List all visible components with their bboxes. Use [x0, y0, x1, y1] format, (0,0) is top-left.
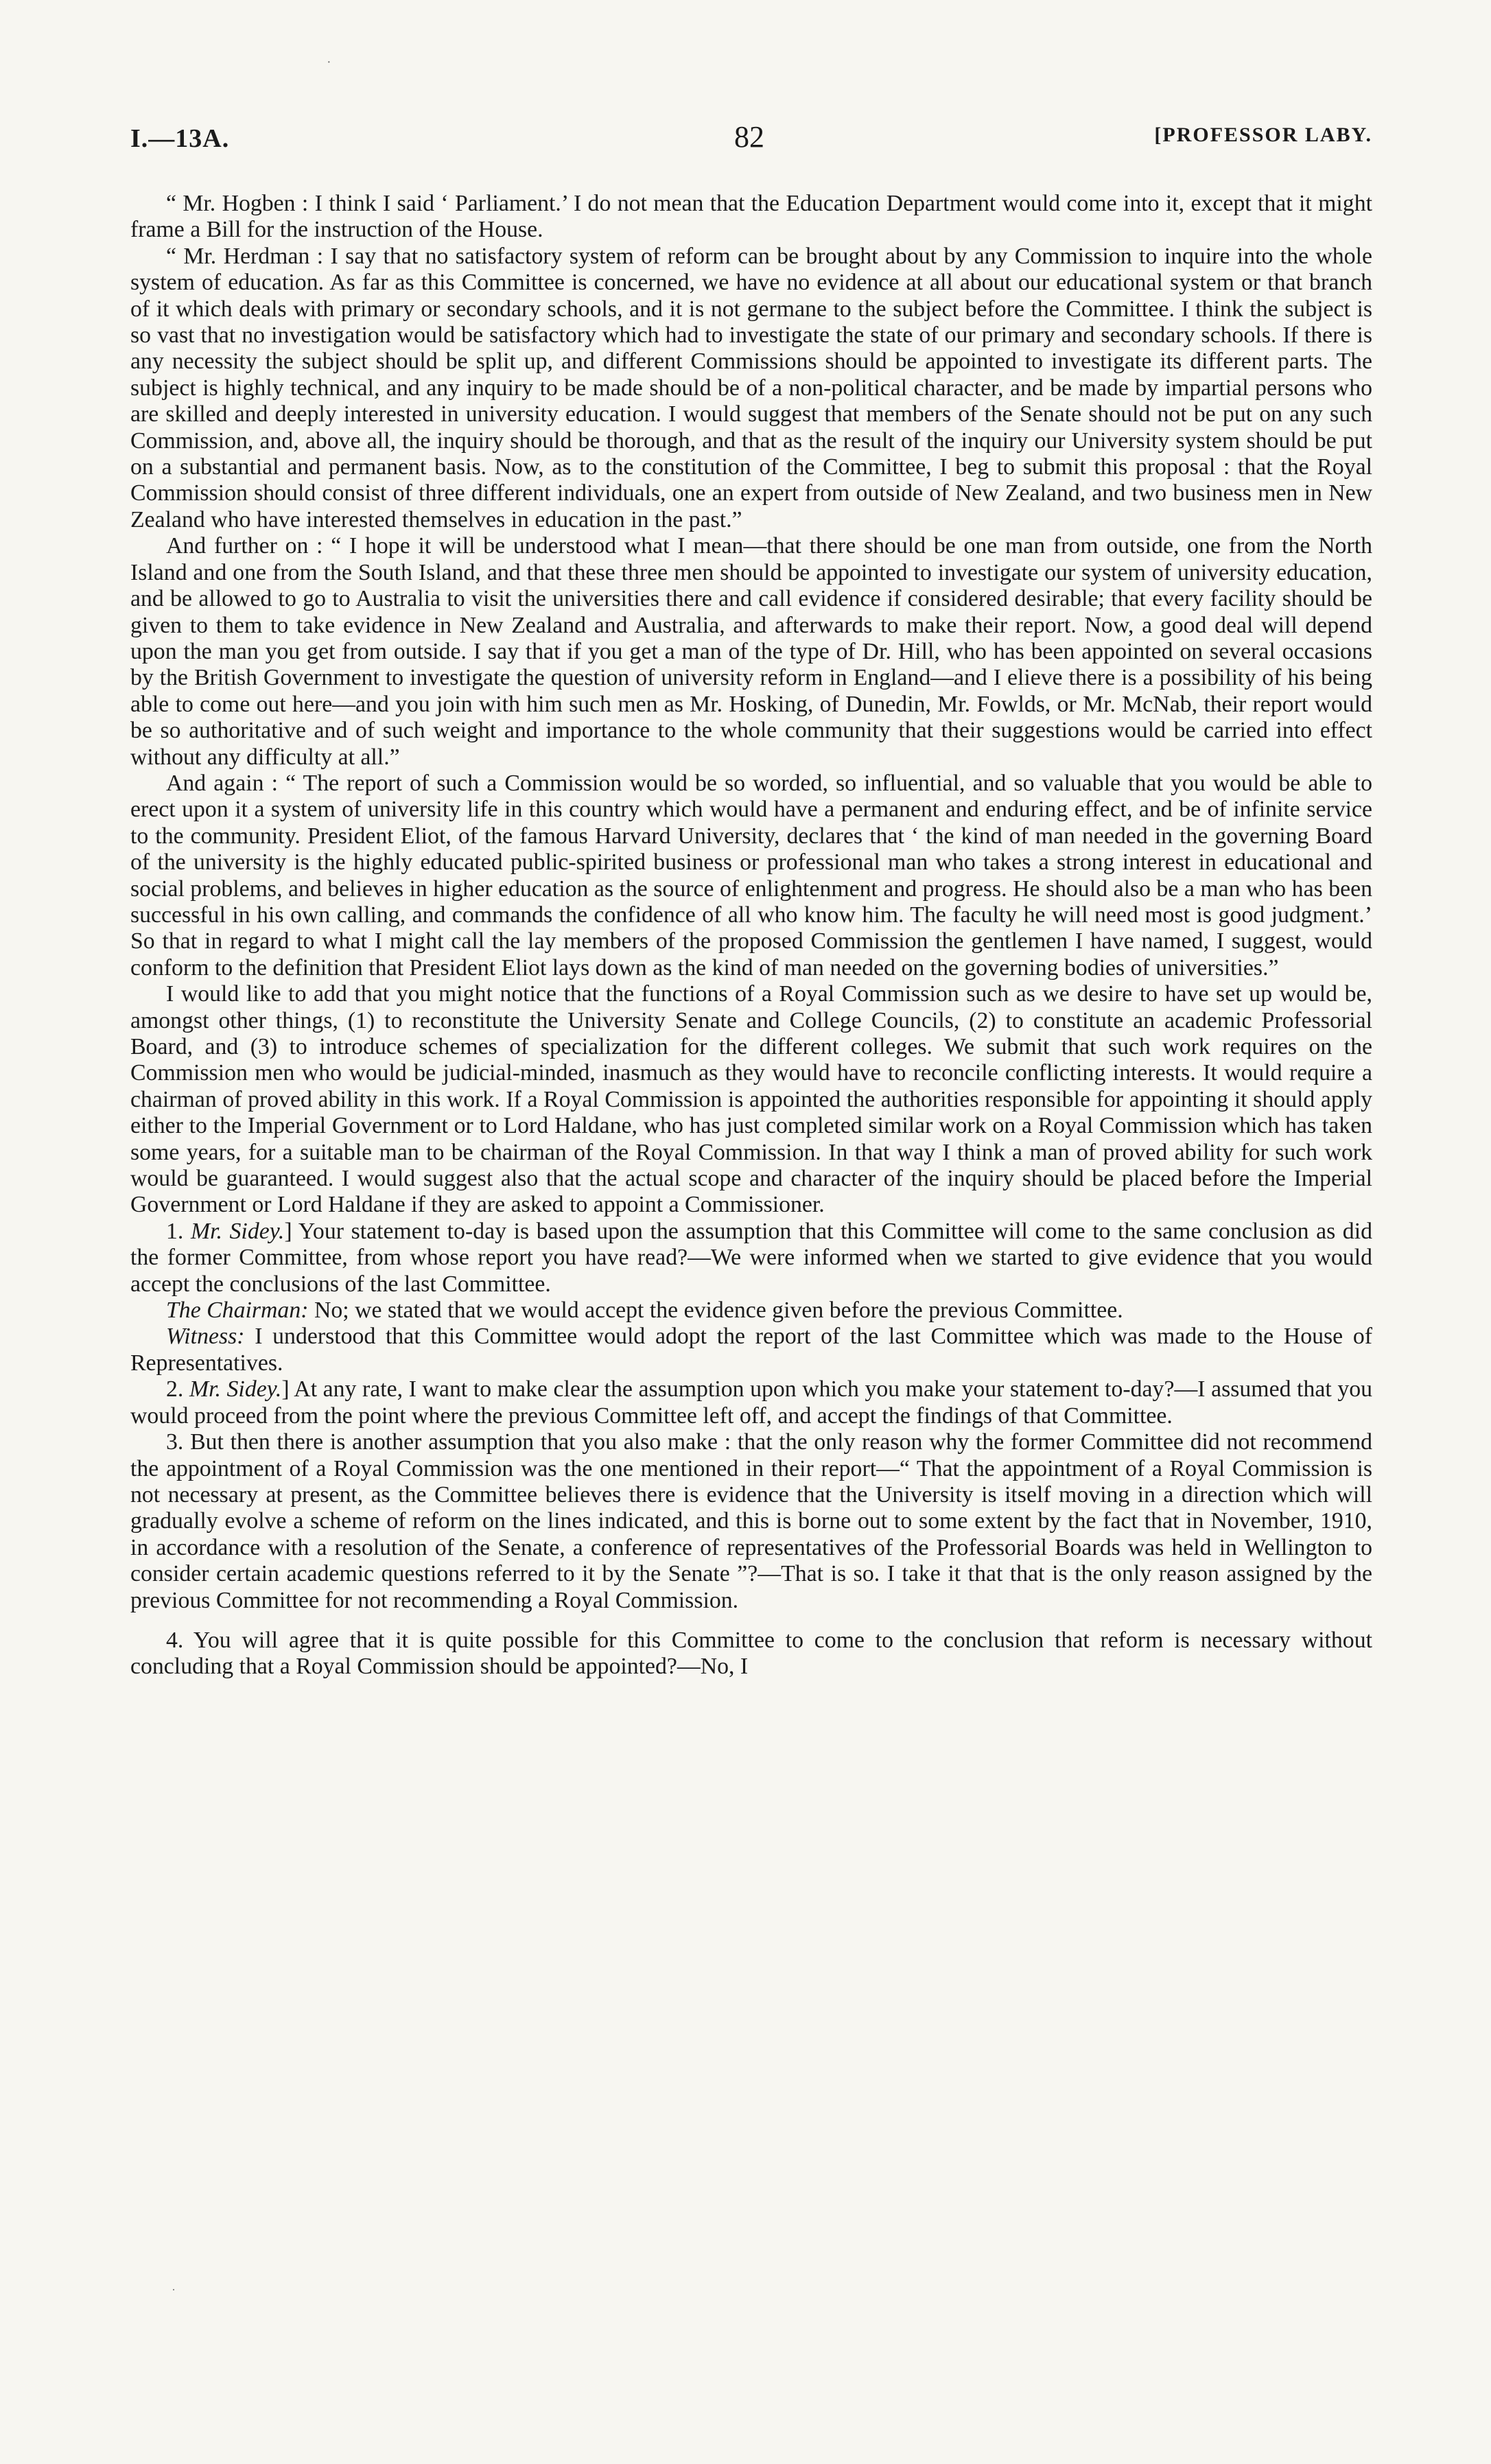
- document-page: [130, 0, 1372, 2464]
- question-2: [130, 1376, 1372, 1429]
- question-number: 2.: [166, 1376, 189, 1403]
- speaker-name: Witness:: [166, 1324, 245, 1350]
- question-4: 4. You will agree that it is quite possible for this Committee to come to the conclusion that reform is necessary without concluding that a Royal Commission should be appointed?—No, I: [130, 1627, 1372, 1680]
- speaker-name: Mr. Sidey.: [190, 1218, 285, 1244]
- witness-remark: [130, 1324, 1372, 1376]
- scan-mark-top: ·: [327, 55, 331, 70]
- question-text: ] At any rate, I want to make clear the assumption upon which you make your statement to-day?—I assumed that you would proceed from the point where the previous Committee left off, and accept the findings of that Committee.: [130, 1376, 1373, 1429]
- paragraph-herdman: “ Mr. Herdman : I say that no satisfactory system of reform can be brought about by any Commission to inquire into the whole system of education. As far as this Committee is concerned, we have no evidence at all about our educational system or that branch of it which deals with primary or secondary schools, and it is not germane to the subject before the Committee. I think the subject is so vast that no investigation would be satisfactory which had to investigate the state of our primary and secondary schools. If there is any necessity the subject should be split up, and different Commissions should be appointed to investigate its different parts. The subject is highly technical, and any inquiry to be made should be of a non-political character, and be made by impartial persons who are skilled and deeply interested in university education. I would suggest that members of the Senate should not be put on any such Commission, and, above all, the inquiry should be thorough, and that as the result of the inquiry our University system should be put on a substantial and permanent basis. Now, as to the constitution of the Committee, I beg to submit this proposal : that the Royal Commission should consist of three different individuals, one an expert from outside of New Zealand, and two business men in New Zealand who have interested themselves in education in the past.”: [130, 243, 1372, 532]
- speaker-name: Mr. Sidey.: [189, 1376, 282, 1403]
- scan-mark-bottom: ·: [172, 2283, 176, 2297]
- question-1: [130, 1219, 1372, 1298]
- paragraph-further-on: And further on : “ I hope it will be understood what I mean—that there should be one man from outside, one from the North Island and one from the South Island, and that these three men should be appointed to investigate our system of university education, and be allowed to go to Australia to visit the universities there and call evidence if considered desirable; that every facility should be given to them to take evidence in New Zealand and Australia, and afterwards to make their report. Now, a good deal will depend upon the man you get from outside. I say that if you get a man of the type of Dr. Hill, who has been appointed on several occasions by the British Government to investigate the question of university reform in England—and I elieve there is a possibility of his being able to come out here—and you join with him such men as Mr. Hosking, of Dunedin, Mr. Fowlds, or Mr. McNab, their report would be so authoritative and of such weight and importance to the whole community that their suggestions would be carried into effect without any difficulty at all.”: [130, 533, 1372, 770]
- question-3: 3. But then there is another assumption that you also make : that the only reason why the former Committee did not recommend the appointment of a Royal Commission was the one mentioned in their report—“ That the appointment of a Royal Commission is not necessary at present, as the Committee believes there is evidence that the University is itself moving in a direction which will gradually evolve a scheme of reform on the lines indicated, and this is borne out to some extent by the fact that in November, 1910, in accordance with a resolution of the Senate, a conference of representatives of the Professorial Boards was held in Wellington to consider certain academic questions referred to it by the Senate ”?—That is so. I take it that that is the only reason assigned by the previous Committee for not recommending a Royal Commission.: [130, 1429, 1372, 1613]
- page-number: 82: [734, 120, 764, 154]
- question-text: ] Your statement to-day is based upon the assumption that this Committee will come to the same conclusion as did the former Committee, from whose report you have read?—We were informed when we started to give evidence that you would accept the conclusions of the last Committee.: [130, 1218, 1372, 1297]
- document-reference: I.—13A.: [130, 124, 230, 153]
- remark-text: No; we stated that we would accept the evidence given before the previous Committee.: [308, 1298, 1123, 1324]
- body-text: [130, 191, 1372, 1680]
- speaker-name: The Chairman:: [166, 1298, 309, 1324]
- remark-text: I understood that this Committee would adopt the report of the last Committee which was made to the House of Representatives.: [130, 1324, 1372, 1376]
- witness-name: [PROFESSOR LABY.: [1154, 124, 1372, 146]
- paragraph-and-again: And again : “ The report of such a Commission would be so worded, so influential, and so valuable that you would be able to erect upon it a system of university life in this country which would have a permanent and enduring effect, and be of infinite service to the community. President Eliot, of the famous Harvard University, declares that ‘ the kind of man needed in the governing Board of the university is the highly educated public-spirited business or professional man who takes a strong interest in educational and social problems, and believes in higher education as the source of enlightenment and progress. He should also be a man who has been successful in his own calling, and commands the confidence of all who know him. The faculty he will need most is good judgment.’ So that in regard to what I might call the lay members of the proposed Commission the gentlemen I have named, I suggest, would conform to the definition that President Eliot lays down as the kind of man needed on the governing bodies of universities.”: [130, 770, 1372, 981]
- paragraph-functions: I would like to add that you might notice that the functions of a Royal Commission such as we desire to have set up would be, amongst other things, (1) to reconstitute the University Senate and College Councils, (2) to constitute an academic Professorial Board, and (3) to introduce schemes of specialization for the different colleges. We submit that such work requires on the Commission men who would be judicial-minded, inasmuch as they would have to reconcile conflicting interests. It would require a chairman of proved ability in this work. If a Royal Commission is appointed the authorities responsible for appointing it should apply either to the Imperial Government or to Lord Haldane, who has just completed similar work on a Royal Commission which has taken some years, for a suitable man to be chairman of the Royal Commission. In that way I think a man of proved ability for such work would be guaranteed. I would suggest also that the actual scope and character of the inquiry should be placed before the Imperial Government or Lord Haldane if they are asked to appoint a Commissioner.: [130, 981, 1372, 1218]
- page-header: [130, 120, 1372, 165]
- paragraph-hogben: “ Mr. Hogben : I think I said ‘ Parliament.’ I do not mean that the Education Department would come into it, except that it might frame a Bill for the instruction of the House.: [130, 191, 1372, 243]
- chairman-remark: [130, 1298, 1372, 1324]
- question-number: 1.: [166, 1218, 191, 1244]
